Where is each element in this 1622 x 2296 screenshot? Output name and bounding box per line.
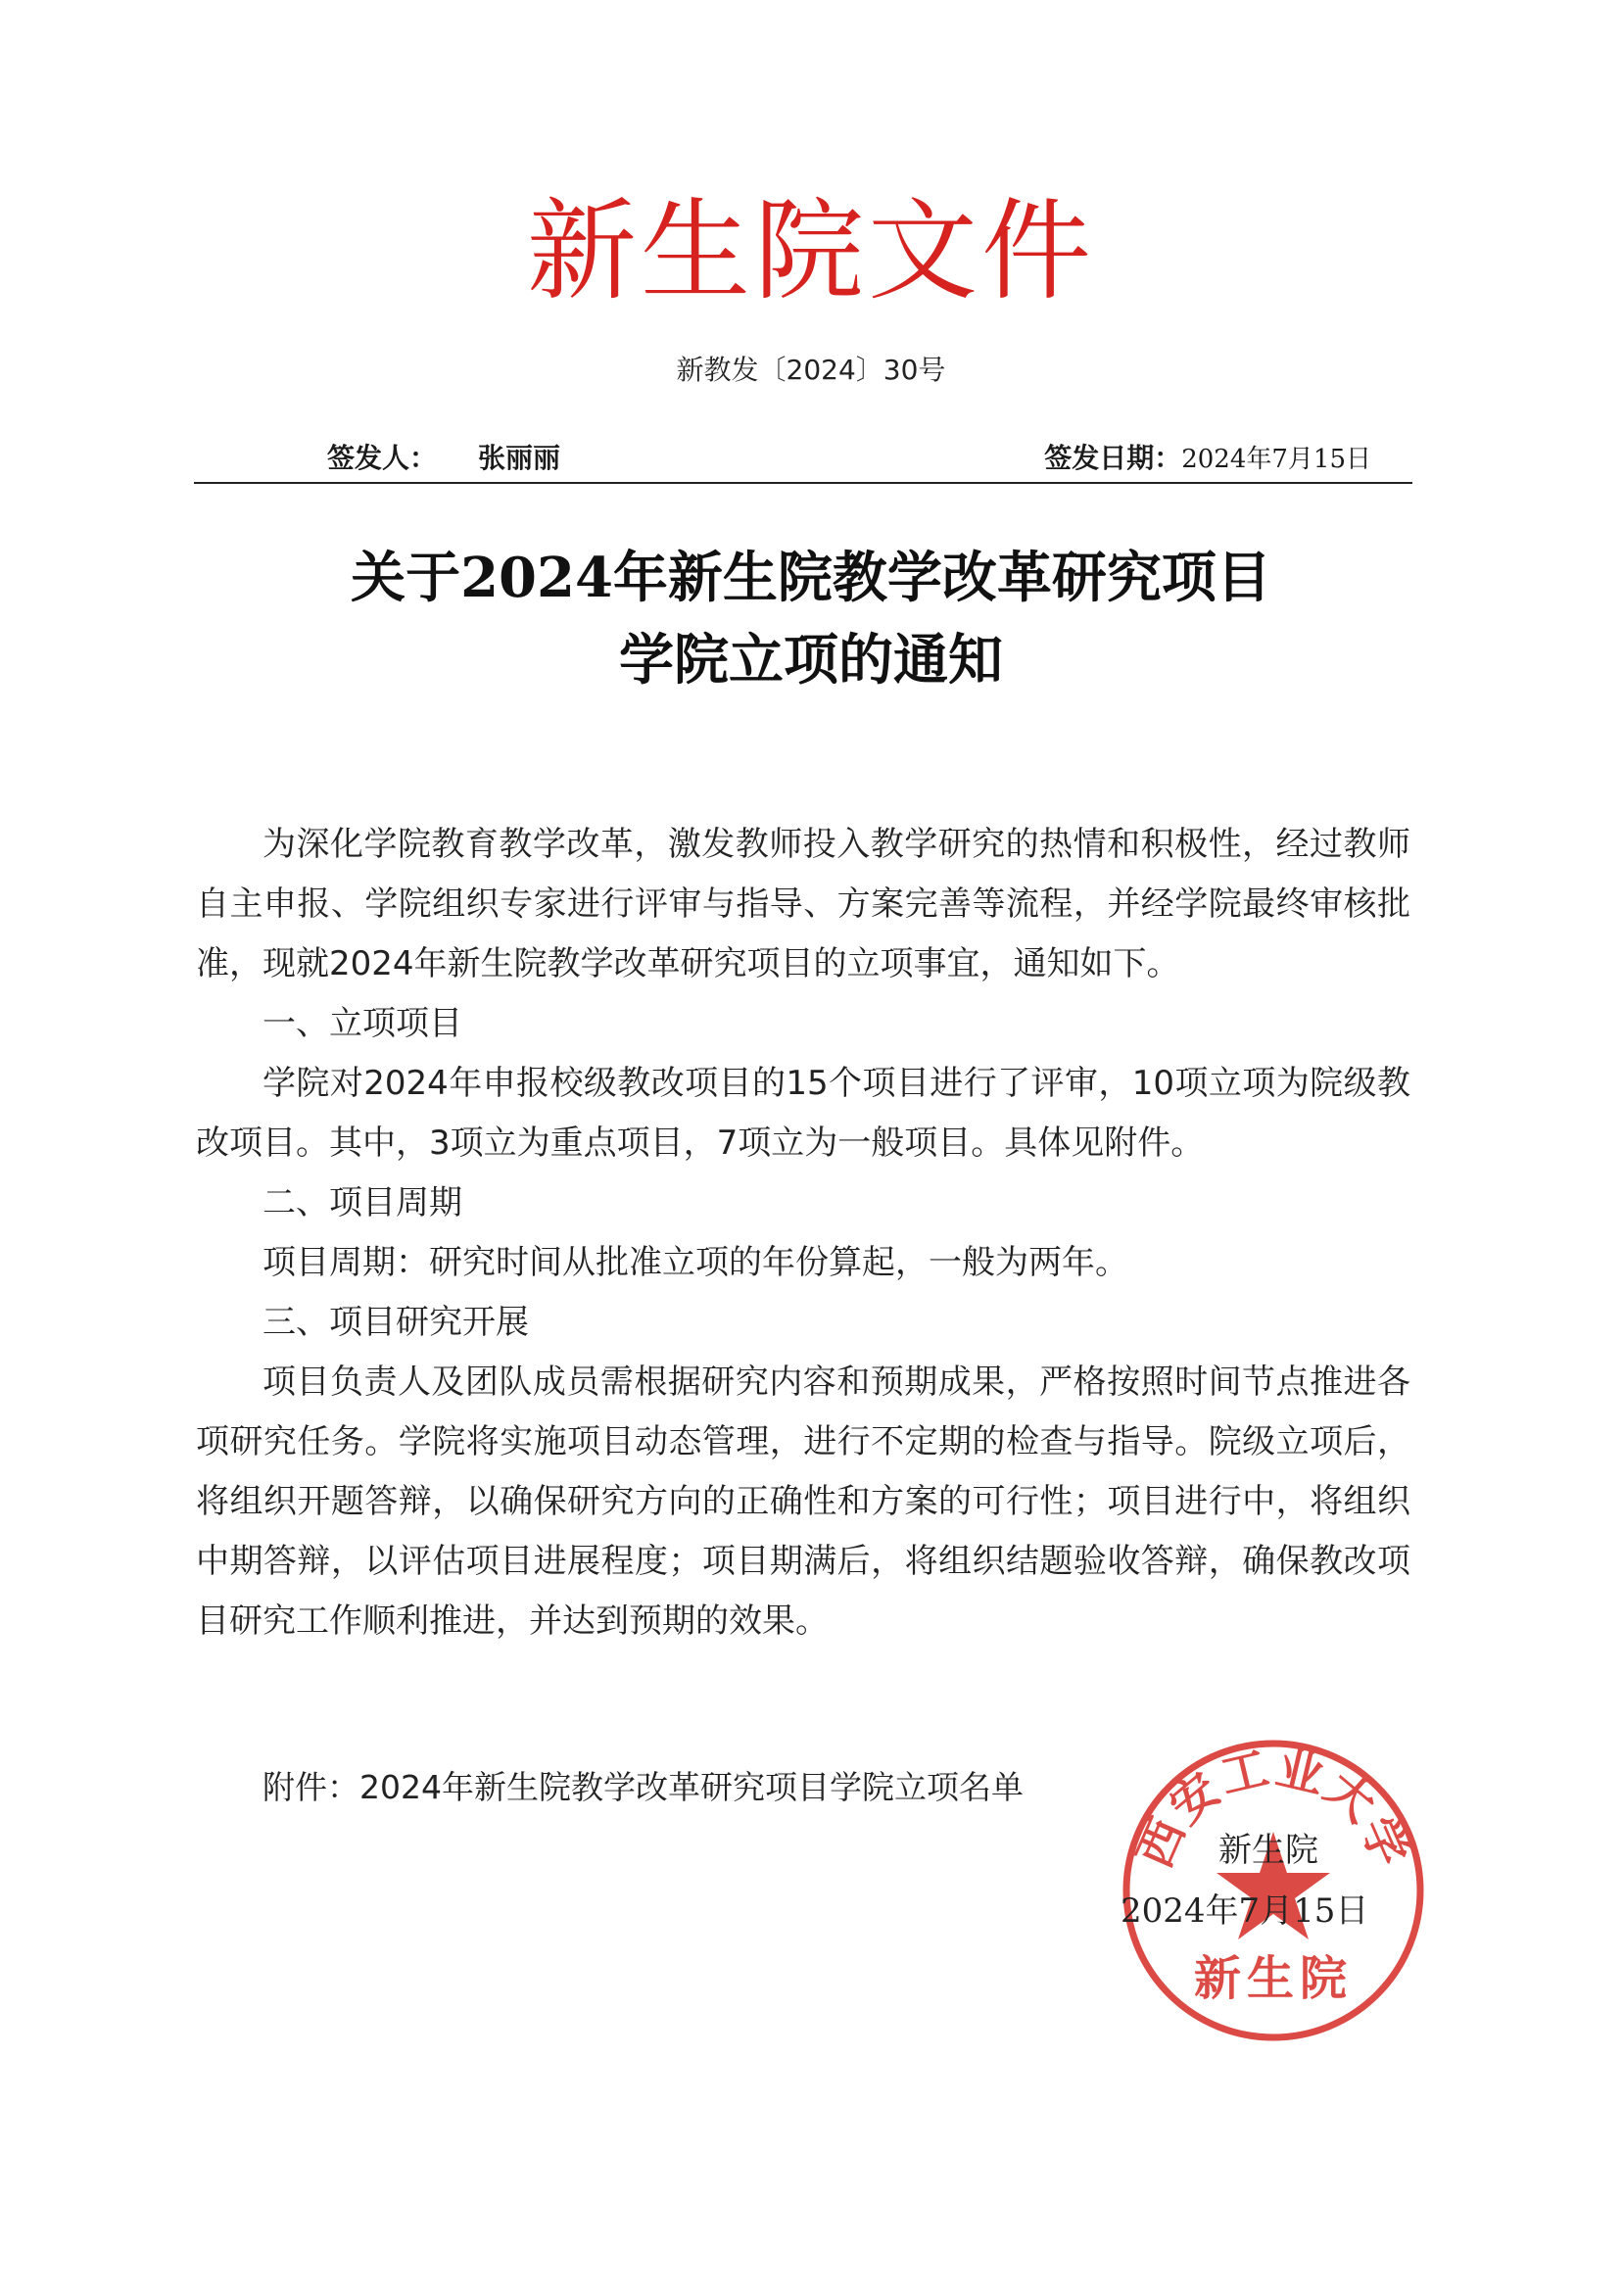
signer-block	[327, 437, 560, 480]
notice-title-line2: 学院立项的通知	[619, 628, 1003, 693]
signer-name: 张丽丽	[478, 442, 561, 474]
header-divider	[194, 482, 1412, 484]
section2-paragraph: 项目周期：研究时间从批准立项的年份算起，一般为两年。	[262, 1243, 1128, 1282]
intro-paragraph: 为深化学院教育教学改革，激发教师投入教学研究的热情和积极性，经过教师自主申报、学院组织专家进行评审与指导、方案完善等流程，并经学院最终审核批准，现就2024年新生院教学改革研究项目的立项事宜，通知如下。	[196, 825, 1410, 983]
section3-heading: 三、项目研究开展	[262, 1303, 529, 1342]
section3-paragraph: 项目负责人及团队成员需根据研究内容和预期成果，严格按照时间节点推进各项研究任务。学院将实施项目动态管理，进行不定期的检查与指导。院级立项后，将组织开题答辩，以确保研究方向的正确性和方案的可行性；项目进行中，将组织中期答辩，以评估项目进展程度；项目期满后，将组织结题验收答辩，确保教改项目研究工作顺利推进，并达到预期的效果。	[196, 1363, 1410, 1641]
seal-outer-text: 西安工业大学	[1126, 1740, 1420, 1876]
signer-row	[196, 437, 1420, 480]
signer-label: 签发人：	[327, 442, 438, 474]
signature-date: 2024年7月15日	[1121, 1891, 1369, 1931]
section1-heading: 一、立项项目	[262, 1004, 462, 1043]
attachment-line: 附件：2024年新生院教学改革研究项目学院立项名单	[262, 1768, 1024, 1806]
issue-date-label: 签发日期：	[1044, 442, 1182, 474]
signature-org: 新生院	[1218, 1831, 1318, 1870]
issue-date: 2024年7月15日	[1181, 445, 1371, 474]
notice-title-line1: 关于2024年新生院教学改革研究项目	[351, 546, 1271, 610]
section2-heading: 二、项目周期	[262, 1183, 462, 1222]
issue-date-block	[1044, 437, 1371, 481]
document-header-title: 新生院文件	[527, 188, 1095, 315]
seal-inner-text: 新生院	[1193, 1951, 1354, 2006]
section1-paragraph: 学院对2024年申报校级教改项目的15个项目进行了评审，10项立项为院级教改项目。其中，3项立为重点项目，7项立为一般项目。具体见附件。	[196, 1064, 1410, 1163]
document-number: 新教发〔2024〕30号	[676, 354, 946, 386]
notice-title	[0, 537, 1622, 701]
notice-body	[196, 815, 1410, 1651]
